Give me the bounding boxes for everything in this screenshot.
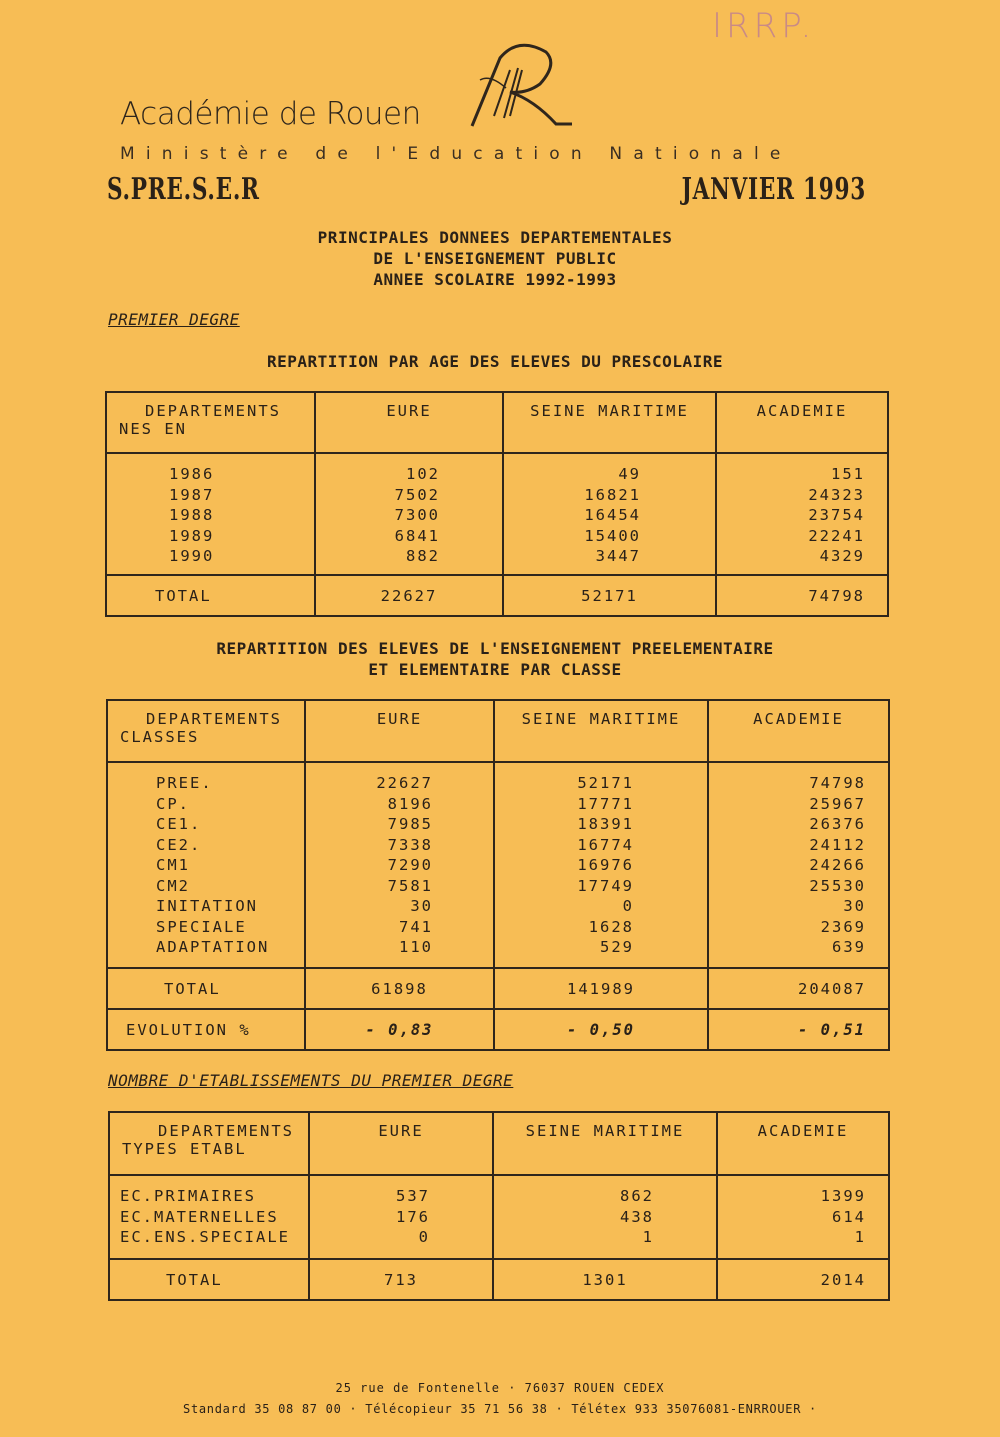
years-column xyxy=(106,453,315,575)
table-header-row xyxy=(107,700,889,762)
list-item: 26376 xyxy=(809,815,866,833)
table-body-row xyxy=(109,1175,889,1259)
evolution-seine: - 0,50 xyxy=(494,1009,708,1050)
list-item: CP. xyxy=(156,794,190,813)
list-item: 7581 xyxy=(387,876,433,895)
list-item: EC.ENS.SPECIALE xyxy=(120,1228,290,1246)
academie-column xyxy=(708,762,889,968)
list-item: 49 xyxy=(618,465,641,483)
evolution-label: EVOLUTION % xyxy=(107,1009,305,1050)
list-item: 1 xyxy=(854,1228,866,1246)
list-item: 24323 xyxy=(808,485,865,504)
total-academie: 204087 xyxy=(708,968,889,1009)
list-item: INITATION xyxy=(156,897,258,915)
total-seine: 52171 xyxy=(503,575,716,616)
list-item: 3447 xyxy=(595,547,641,565)
list-item: 1986 xyxy=(169,465,215,483)
header-eure: EURE xyxy=(309,1112,493,1175)
list-item: 1399 xyxy=(820,1187,866,1205)
evolution-eure: - 0,83 xyxy=(305,1009,494,1050)
list-item: 537 xyxy=(396,1187,430,1205)
table2-title: REPARTITION DES ELEVES DE L'ENSEIGNEMENT PREELEMENTAIRE ET ELEMENTAIRE PAR CLASSE xyxy=(216,639,774,679)
header-academie: ACADEMIE xyxy=(717,1112,889,1175)
seine-column xyxy=(494,762,708,968)
list-item: 639 xyxy=(832,938,866,956)
header-seine-maritime: SEINE MARITIME xyxy=(494,700,708,762)
list-item: 1990 xyxy=(169,547,215,565)
document-date: JANVIER 1993 xyxy=(681,172,866,207)
total-seine: 141989 xyxy=(494,968,708,1009)
eure-column xyxy=(305,762,494,968)
list-item: EC.PRIMAIRES xyxy=(120,1187,256,1205)
list-item: 16976 xyxy=(577,856,634,874)
list-item: 30 xyxy=(843,897,866,915)
list-item: 52171 xyxy=(577,774,634,792)
eure-column xyxy=(315,453,503,575)
list-item: 862 xyxy=(620,1187,654,1205)
classes-column xyxy=(107,762,305,968)
list-item: 17749 xyxy=(577,876,634,895)
table-header-row xyxy=(106,392,888,453)
academie-column xyxy=(716,453,888,575)
list-item: 22241 xyxy=(808,526,865,545)
title-line-1: PRINCIPALES DONNEES DEPARTEMENTALES xyxy=(317,228,673,247)
title-line-2: DE L'ENSEIGNEMENT PUBLIC xyxy=(373,249,617,268)
archive-stamp: IRRP. xyxy=(712,6,816,46)
list-item: 25967 xyxy=(809,794,866,813)
list-item: 1628 xyxy=(588,917,634,936)
list-item: 7290 xyxy=(387,856,433,874)
header-seine-maritime: SEINE MARITIME xyxy=(503,392,716,453)
table1-title: REPARTITION PAR AGE DES ELEVES DU PRESCOLAIRE xyxy=(267,352,723,371)
section-title-premier-degre: PREMIER DEGRE xyxy=(108,310,240,329)
table-total-row xyxy=(109,1259,889,1300)
document-title xyxy=(0,227,990,290)
list-item: 25530 xyxy=(809,876,866,895)
list-item: 7300 xyxy=(394,506,440,524)
header-departements: DEPARTEMENTS NES EN xyxy=(106,392,315,453)
list-item: CE1. xyxy=(156,815,202,833)
evolution-academie: - 0,51 xyxy=(708,1009,889,1050)
table-etablissements xyxy=(108,1111,890,1301)
academie-logo xyxy=(460,40,580,140)
list-item: 102 xyxy=(406,465,440,483)
header-departements: DEPARTEMENTS TYPES ETABL xyxy=(109,1112,309,1175)
list-item: 16821 xyxy=(584,485,641,504)
list-item: 24266 xyxy=(809,856,866,874)
service-code: S.PRE.S.E.R xyxy=(107,172,260,207)
total-seine: 1301 xyxy=(493,1259,717,1300)
list-item: 529 xyxy=(600,938,634,956)
academie-name: Académie de Rouen xyxy=(120,96,421,132)
list-item: 1989 xyxy=(169,526,215,545)
table-evolution-row xyxy=(107,1009,889,1050)
total-eure: 713 xyxy=(309,1259,493,1300)
list-item: 1 xyxy=(642,1228,654,1246)
total-eure: 22627 xyxy=(315,575,503,616)
seine-column xyxy=(493,1175,717,1259)
ministry-name: Ministère de l'Education Nationale xyxy=(120,144,792,164)
list-item: EC.MATERNELLES xyxy=(120,1207,279,1226)
list-item: 151 xyxy=(831,465,865,483)
list-item: SPECIALE xyxy=(156,917,247,936)
list-item: 30 xyxy=(410,897,433,915)
list-item: 4329 xyxy=(819,547,865,565)
academie-column xyxy=(717,1175,889,1259)
list-item: 2369 xyxy=(820,917,866,936)
header-academie: ACADEMIE xyxy=(708,700,889,762)
list-item: 7502 xyxy=(394,485,440,504)
list-item: 1987 xyxy=(169,485,215,504)
eure-column xyxy=(309,1175,493,1259)
list-item: PREE. xyxy=(156,774,213,792)
table-total-row xyxy=(106,575,888,616)
list-item: 7338 xyxy=(387,835,433,854)
list-item: ADAPTATION xyxy=(156,938,270,956)
list-item: CE2. xyxy=(156,835,202,854)
table-age-prescolaire xyxy=(105,391,889,617)
list-item: 0 xyxy=(418,1228,430,1246)
list-item: 6841 xyxy=(394,526,440,545)
list-item: 8196 xyxy=(387,794,433,813)
header-academie: ACADEMIE xyxy=(716,392,888,453)
list-item: CM2 xyxy=(156,876,190,895)
types-column xyxy=(109,1175,309,1259)
list-item: CM1 xyxy=(156,856,190,874)
total-label: TOTAL xyxy=(107,968,305,1009)
header-eure: EURE xyxy=(315,392,503,453)
total-academie: 74798 xyxy=(716,575,888,616)
list-item: 438 xyxy=(620,1207,654,1226)
header-eure: EURE xyxy=(305,700,494,762)
total-eure: 61898 xyxy=(305,968,494,1009)
title-line-3: ANNEE SCOLAIRE 1992-1993 xyxy=(373,270,617,289)
list-item: 16774 xyxy=(577,835,634,854)
total-label: TOTAL xyxy=(106,575,315,616)
table-body-row xyxy=(107,762,889,968)
list-item: 18391 xyxy=(577,815,634,833)
table-body-row xyxy=(106,453,888,575)
list-item: 0 xyxy=(622,897,634,915)
list-item: 614 xyxy=(832,1207,866,1226)
table-total-row xyxy=(107,968,889,1009)
list-item: 15400 xyxy=(584,526,641,545)
list-item: 24112 xyxy=(809,835,866,854)
list-item: 110 xyxy=(399,938,433,956)
total-label: TOTAL xyxy=(109,1259,309,1300)
list-item: 7985 xyxy=(387,815,433,833)
header-departements: DEPARTEMENTS CLASSES xyxy=(107,700,305,762)
header-seine-maritime: SEINE MARITIME xyxy=(493,1112,717,1175)
list-item: 74798 xyxy=(809,774,866,792)
table-eleves-par-classe xyxy=(106,699,890,1051)
list-item: 882 xyxy=(406,547,440,565)
list-item: 22627 xyxy=(376,774,433,792)
list-item: 16454 xyxy=(584,506,641,524)
list-item: 17771 xyxy=(577,794,634,813)
seine-column xyxy=(503,453,716,575)
total-academie: 2014 xyxy=(717,1259,889,1300)
footer-contact: Standard 35 08 87 00 · Télécopieur 35 71 56 38 · Télétex 933 35076081-ENRROUER · xyxy=(183,1402,817,1416)
list-item: 23754 xyxy=(808,506,865,524)
list-item: 741 xyxy=(399,917,433,936)
list-item: 176 xyxy=(396,1207,430,1226)
table3-title: NOMBRE D'ETABLISSEMENTS DU PREMIER DEGRE xyxy=(108,1071,514,1090)
table-header-row xyxy=(109,1112,889,1175)
list-item: 1988 xyxy=(169,506,215,524)
footer-address: 25 rue de Fontenelle · 76037 ROUEN CEDEX xyxy=(335,1381,665,1395)
